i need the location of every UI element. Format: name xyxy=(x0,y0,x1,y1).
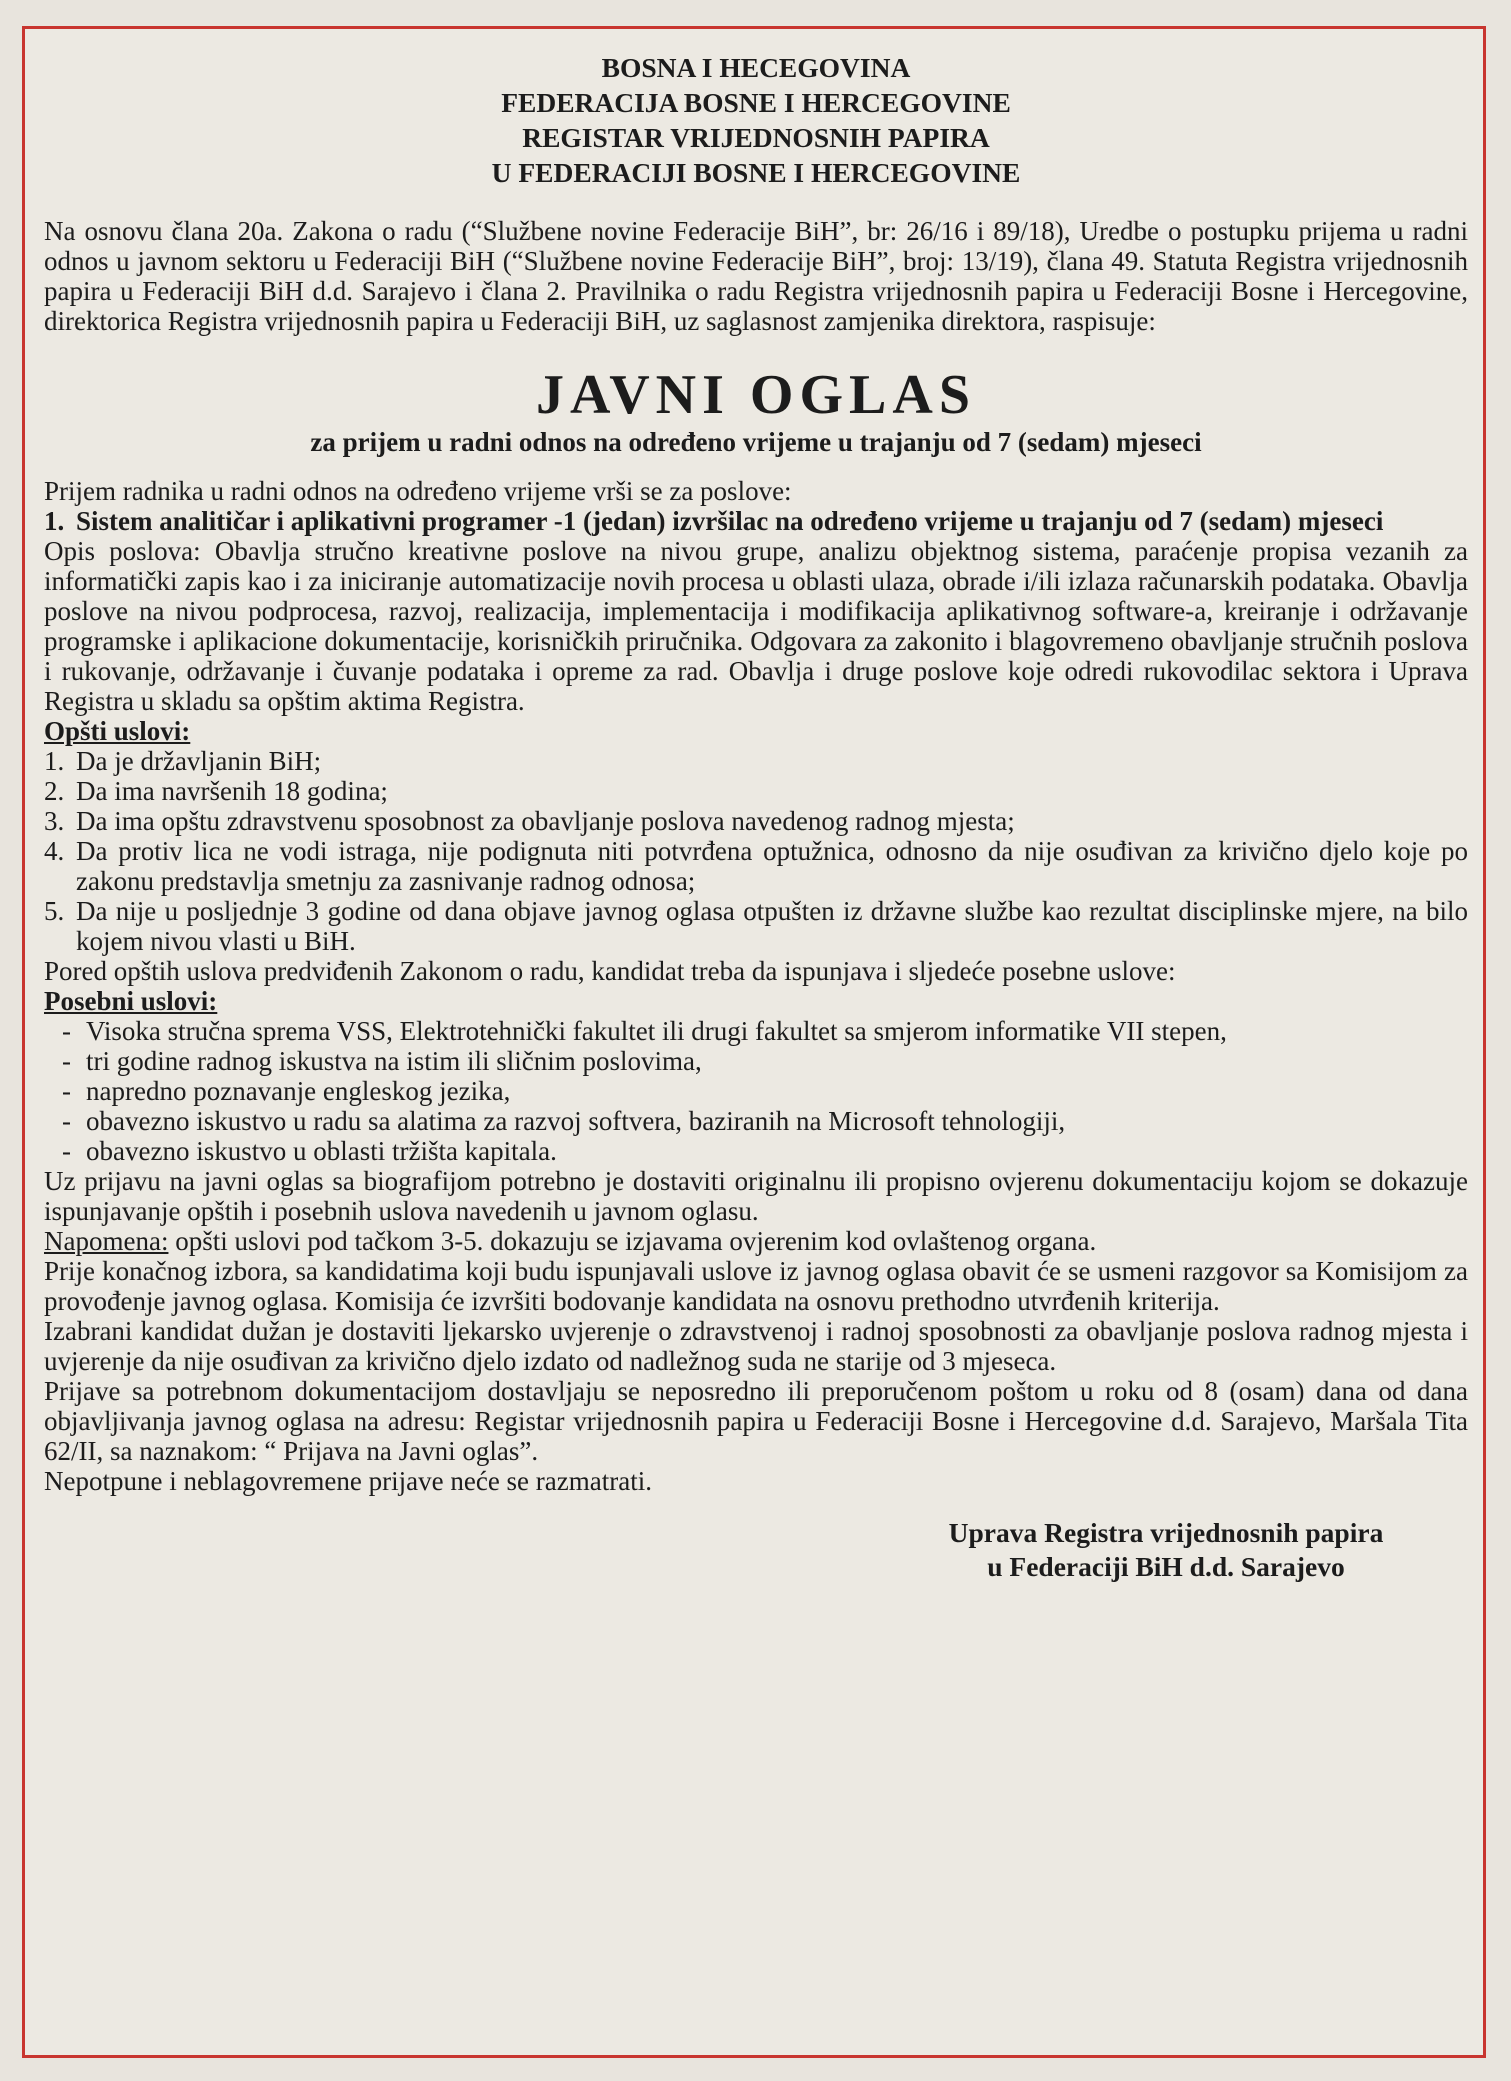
position-item xyxy=(44,506,1468,536)
special-condition-item: - tri godine radnog iskustva na istim ili sličnim poslovima, xyxy=(62,1046,702,1076)
item-text: obavezno iskustvo u oblasti tržišta kapitala. xyxy=(86,1136,557,1166)
item-text: obavezno iskustvo u radu sa alatima za razvoj softvera, baziranih na Microsoft tehnologiji, xyxy=(86,1106,1066,1136)
ad-subtitle: za prijem u radni odnos na određeno vrijeme u trajanju od 7 (sedam) mjeseci xyxy=(310,427,1202,457)
special-condition-item: - obavezno iskustvo u oblasti tržišta kapitala. xyxy=(62,1136,557,1166)
item-text: Da protiv lica ne vodi istraga, nije podignuta niti potvrđena optužnica, odnosno da nije osuđivan za krivično djelo koje po zakonu predstavlja smetnju za zasnivanje radnog odnosa; xyxy=(76,836,1468,896)
note-label: Napomena: xyxy=(44,1226,169,1256)
selected-candidate-paragraph: Izabrani kandidat dužan je dostaviti ljekarsko uvjerenje o zdravstvenoj i radnoj sposobnosti za obavljanje poslova radnog mjesta i uvjerenje da nije osuđivan za krivično djelo izdato od nadležnog suda ne starije od 3 mjeseca. xyxy=(44,1316,1468,1376)
documentation-paragraph: Uz prijavu na javni oglas sa biografijom potrebno je dostaviti originalnu ili propisno ovjerenu dokumentaciju kojom se dokazuje ispunjavanje opštih i posebnih uslova navedenih u javnom oglasu. xyxy=(44,1166,1468,1226)
general-condition-item xyxy=(44,836,1468,896)
signature-line-2: u Federaciji BiH d.d. Sarajevo xyxy=(987,1551,1345,1582)
header-line-2: FEDERACIJA BOSNE I HERCEGOVINE xyxy=(501,87,1011,118)
header-line-4: U FEDERACIJI BOSNE I HERCEGOVINE xyxy=(491,157,1021,188)
job-description: Opis poslova: Obavlja stručno kreativne poslove na nivou grupe, analizu objektnog sistema, paraćenje propisa vezanih za informatički zapis kao i za iniciranje automatizacije novih procesa u oblasti ulaza, obrade i/ili izlaza računarskih podataka. Obavlja poslove na nivou podprocesa, razvoj, realizacija, implementacija i modifikacija aplikativnog software-a, kreiranje i održavanje programske i aplikacione dokumentacije, korisničkih priručnika. Odgovara za zakonito i blagovremeno obavljanje stručnih poslova i rukovanje, održavanje i čuvanje podataka i opreme za rad. Obavlja i druge poslove koje odredi rukovodilac sektora i Uprava Registra u skladu sa opštim aktima Registra. xyxy=(44,536,1468,716)
item-number: 4. xyxy=(44,836,65,866)
item-text: Da nije u posljednje 3 godine od dana objave javnog oglasa otpušten iz državne službe kao rezultat disciplinske mjere, na bilo kojem nivou vlasti u BiH. xyxy=(76,896,1468,956)
item-number: 3. xyxy=(44,806,65,836)
note-paragraph xyxy=(44,1226,1468,1256)
general-condition-item xyxy=(44,746,1468,776)
special-condition-item: - Visoka stručna sprema VSS, Elektrotehnički fakultet ili drugi fakultet sa smjerom informatike VII stepen, xyxy=(62,1016,1227,1046)
general-condition-item xyxy=(44,806,1468,836)
submission-paragraph: Prijave sa potrebnom dokumentacijom dostavljaju se neposredno ili preporučenom poštom u roku od 8 (osam) dana od dana objavljivanja javnog oglasa na adresu: Registar vrijednosnih papira u Federaciji Bosne i Hercegovine d.d. Sarajevo, Maršala Tita 62/II, sa naznakom: “ Prijava na Javni oglas”. xyxy=(44,1376,1468,1466)
note-text: opšti uslovi pod tačkom 3-5. dokazuju se izjavama ovjerenim kod ovlaštenog organa. xyxy=(168,1226,1097,1256)
ad-content xyxy=(44,50,1468,1584)
item-text: napredno poznavanje engleskog jezika, xyxy=(86,1076,511,1106)
general-conditions-heading: Opšti uslovi: xyxy=(44,716,191,746)
position-number: 1. xyxy=(44,506,65,536)
item-text: tri godine radnog iskustva na istim ili sličnim poslovima, xyxy=(86,1046,702,1076)
special-condition-item: - obavezno iskustvo u radu sa alatima za razvoj softvera, baziranih na Microsoft tehnologiji, xyxy=(62,1106,1066,1136)
position-title: Sistem analitičar i aplikativni programer -1 (jedan) izvršilac na određeno vrijeme u trajanju od 7 (sedam) mjeseci xyxy=(76,506,1384,536)
item-text: Da je državljanin BiH; xyxy=(76,746,322,776)
signature-line-1: Uprava Registra vrijednosnih papira xyxy=(948,1517,1384,1548)
item-number: 2. xyxy=(44,776,65,806)
issuer-header xyxy=(44,50,1468,190)
header-line-3: REGISTAR VRIJEDNOSNIH PAPIRA xyxy=(522,122,990,153)
item-text: Da ima opštu zdravstvenu sposobnost za obavljanje poslova navedenog radnog mjesta; xyxy=(76,806,1015,836)
ad-body xyxy=(44,476,1468,1496)
item-number: 5. xyxy=(44,896,65,926)
item-number: 1. xyxy=(44,746,65,776)
special-condition-item: - napredno poznavanje engleskog jezika, xyxy=(62,1076,511,1106)
prijem-text: Prijem radnika u radni odnos na određeno vrijeme vrši se za poslove: xyxy=(44,476,792,506)
general-condition-item xyxy=(44,776,1468,806)
special-conditions-heading: Posebni uslovi: xyxy=(44,986,218,1016)
general-condition-item xyxy=(44,896,1468,956)
ad-title: JAVNI OGLAS xyxy=(536,364,976,426)
additional-conditions-intro: Pored opštih uslova predviđenih Zakonom o radu, kandidat treba da ispunjava i sljedeće posebne uslove: xyxy=(44,956,1176,986)
incomplete-notice: Nepotpune i neblagovremene prijave neće se razmatrati. xyxy=(44,1466,652,1496)
header-line-1: BOSNA I HECEGOVINA xyxy=(601,52,911,83)
interview-paragraph: Prije konačnog izbora, sa kandidatima koji budu ispunjavali uslove iz javnog oglasa obavit će se usmeni razgovor sa Komisijom za provođenje javnog oglasa. Komisija će izvršiti bodovanje kandidata na osnovu prethodno utvrđenih kriterija. xyxy=(44,1256,1468,1316)
item-text: Visoka stručna sprema VSS, Elektrotehnički fakultet ili drugi fakultet sa smjerom informatike VII stepen, xyxy=(86,1016,1227,1046)
signature-block xyxy=(864,1516,1468,1584)
intro-paragraph: Na osnovu člana 20a. Zakona o radu (“Službene novine Federacije BiH”, br: 26/16 i 89/18), Uredbe o postupku prijema u radni odnos u javnom sektoru u Federaciji BiH (“Službene novine Federacije BiH”, broj: 13/19), člana 49. Statuta Registra vrijednosnih papira u Federaciji BiH d.d. Sarajevo i člana 2. Pravilnika o radu Registra vrijednosnih papira u Federaciji Bosne i Hercegovine, direktorica Registra vrijednosnih papira u Federaciji BiH, uz saglasnost zamjenika direktora, raspisuje: xyxy=(44,216,1468,336)
item-text: Da ima navršenih 18 godina; xyxy=(76,776,388,806)
